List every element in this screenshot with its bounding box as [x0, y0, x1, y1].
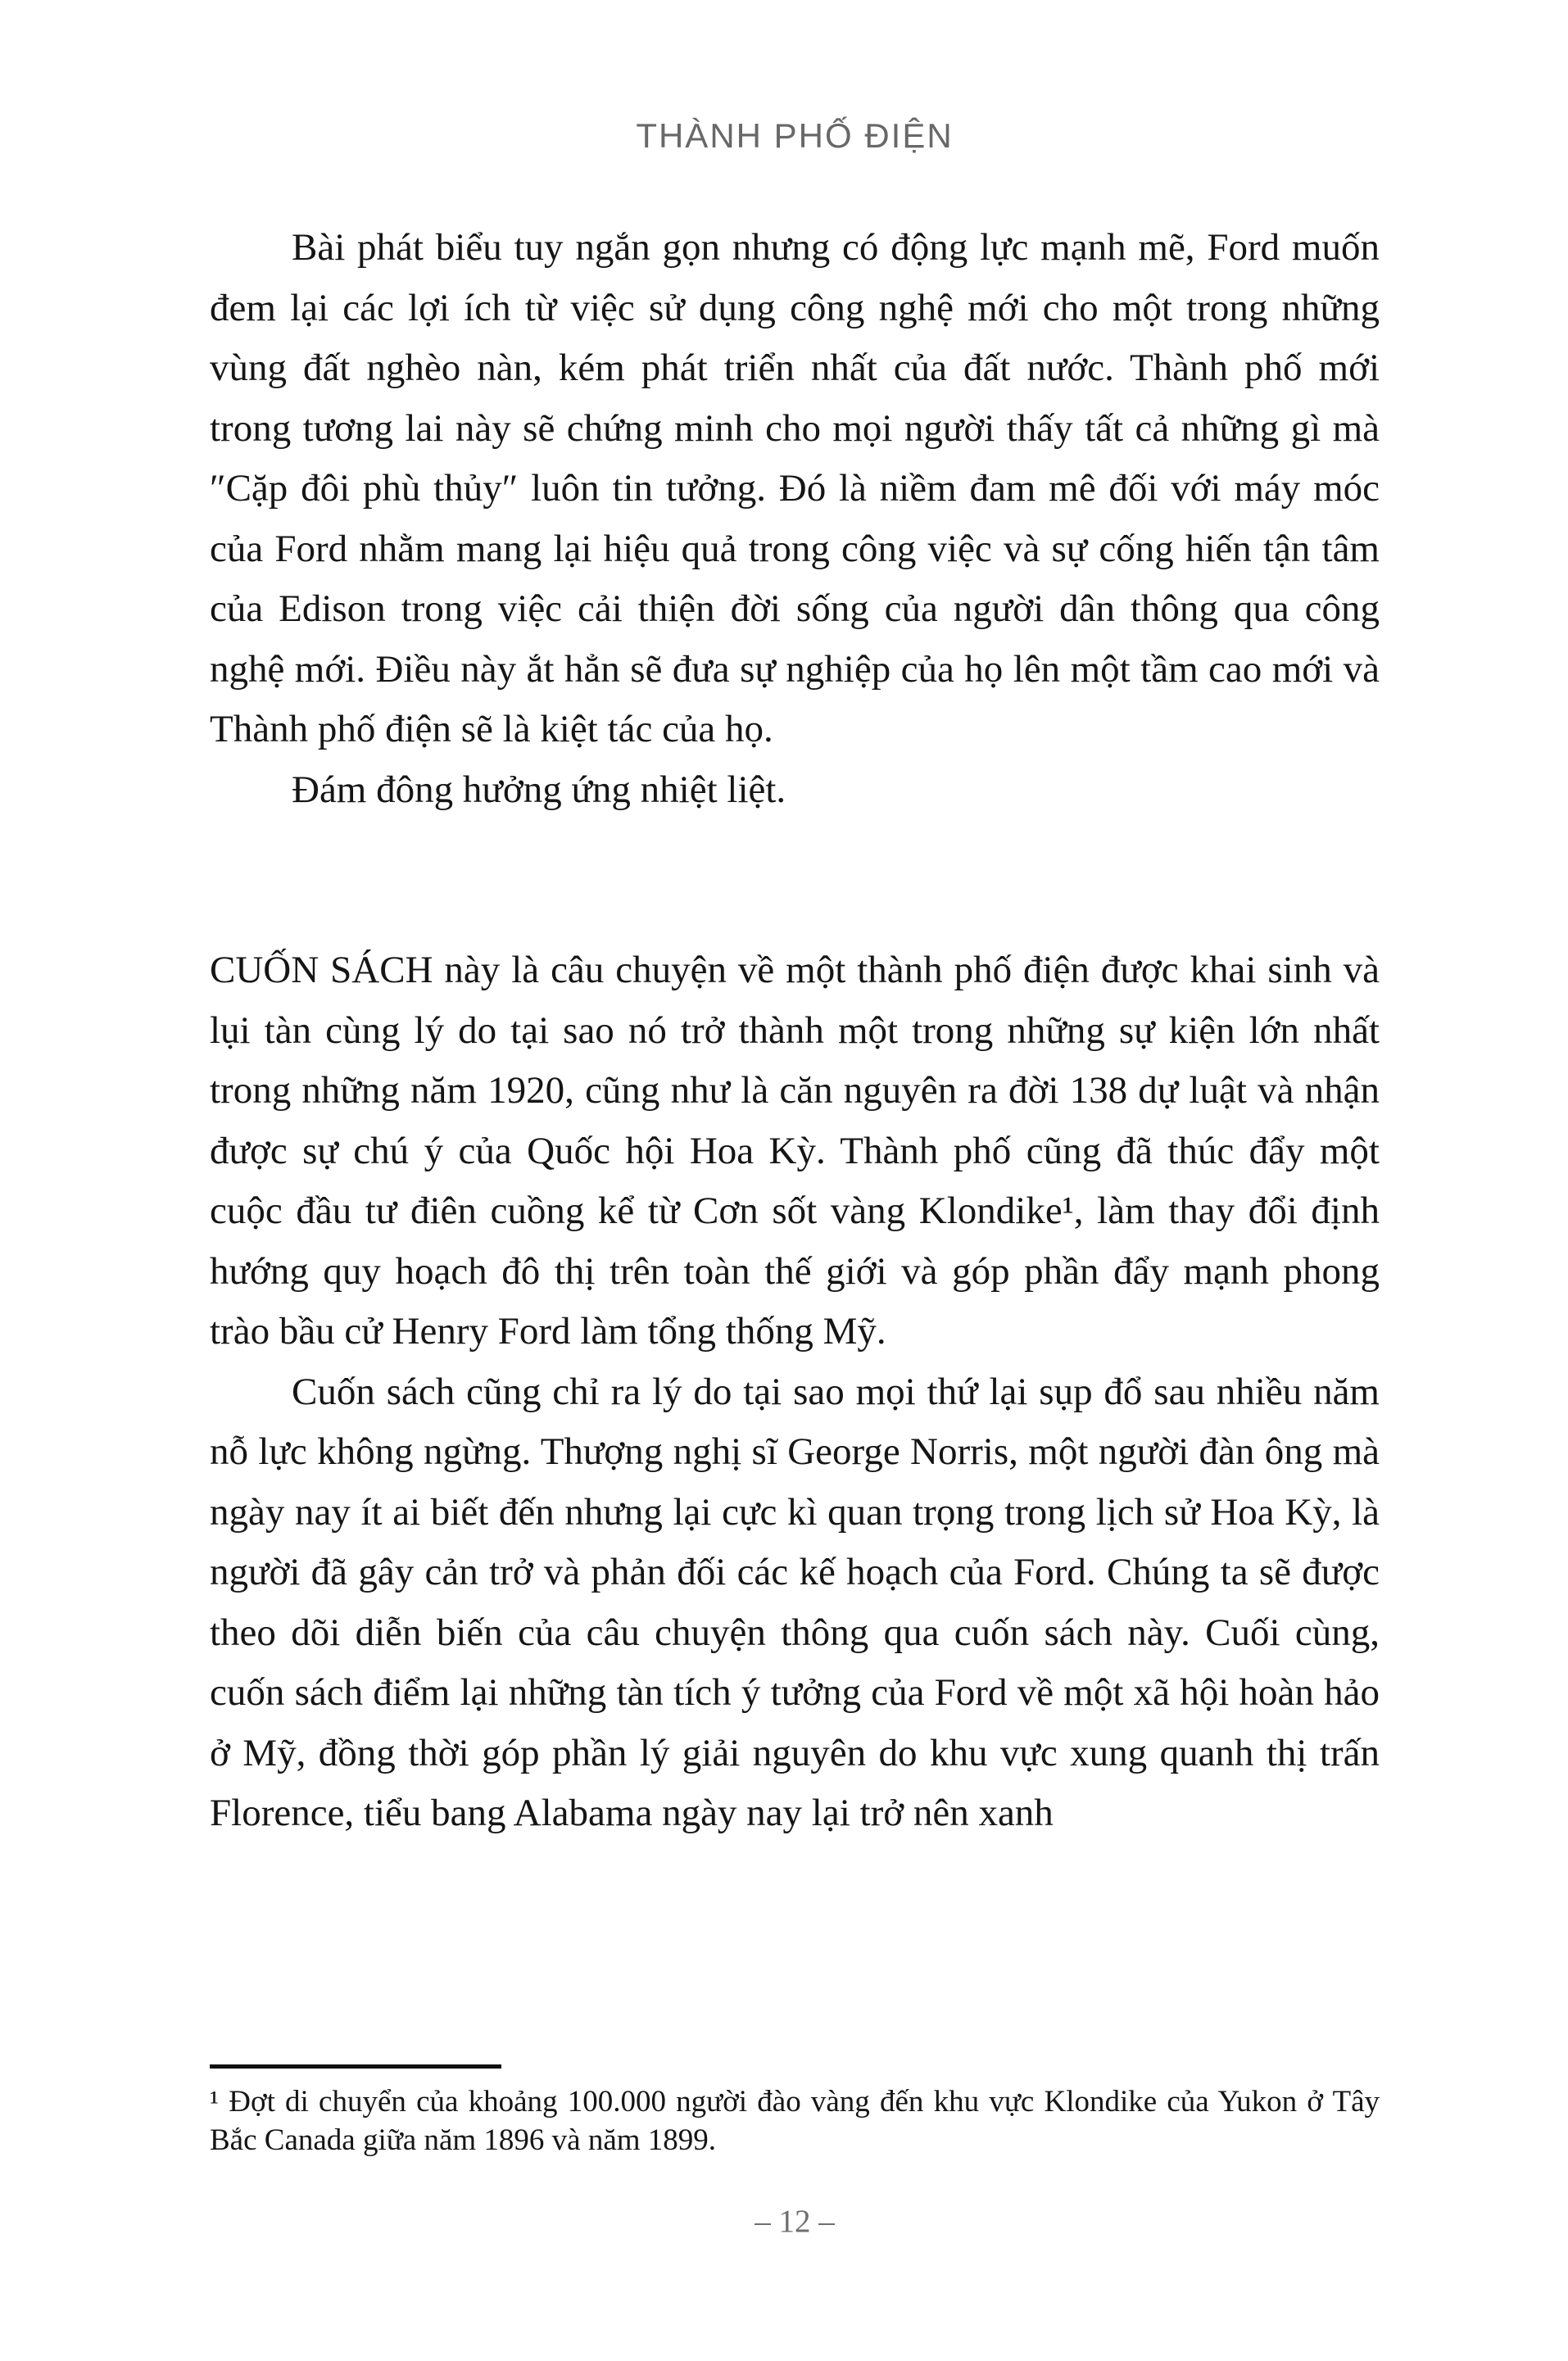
body-text-block [210, 218, 1380, 1844]
page-number: – 12 – [755, 2204, 835, 2239]
running-header-title: THÀNH PHỐ ĐIỆN [636, 116, 954, 155]
paragraph-speech-intro: Bài phát biểu tuy ngắn gọn nhưng có động lực mạnh mẽ, Ford muốn đem lại các lợi ích từ việc sử dụng công nghệ mới cho một trong những vùng đất nghèo nàn, kém phát triển nhất của đất nước. Thành phố mới trong tương lai này sẽ chứng minh cho mọi người thấy tất cả những gì mà ″Cặp đôi phù thủy″ luôn tin tưởng. Đó là niềm đam mê đối với máy móc của Ford nhằm mang lại hiệu quả trong công việc và sự cống hiến tận tâm của Edison trong việc cải thiện đời sống của người dân thông qua công nghệ mới. Điều này ắt hẳn sẽ đưa sự nghiệp của họ lên một tầm cao mới và Thành phố điện sẽ là kiệt tác của họ. [210, 226, 1380, 750]
footnote-divider [210, 2064, 501, 2069]
paragraph-crowd-reaction: Đám đông hưởng ứng nhiệt liệt. [292, 768, 786, 811]
paragraph-book-overview: CUỐN SÁCH này là câu chuyện về một thành phố điện được khai sinh và lụi tàn cùng lý do tại sao nó trở thành một trong những sự kiện lớn nhất trong những năm 1920, cũng như là căn nguyên ra đời 138 dự luật và nhận được sự chú ý của Quốc hội Hoa Kỳ. Thành phố cũng đã thúc đẩy một cuộc đầu tư điên cuồng kể từ Cơn sốt vàng Klondike¹, làm thay đổi định hướng quy hoạch đô thị trên toàn thế giới và góp phần đẩy mạnh phong trào bầu cử Henry Ford làm tổng thống Mỹ. [210, 949, 1380, 1353]
paragraph-book-conclusion: Cuốn sách cũng chỉ ra lý do tại sao mọi thứ lại sụp đổ sau nhiều năm nỗ lực không ngừng. Thượng nghị sĩ George Norris, một người đàn ông mà ngày nay ít ai biết đến nhưng lại cực kì quan trọng trong lịch sử Hoa Kỳ, là người đã gây cản trở và phản đối các kế hoạch của Ford. Chúng ta sẽ được theo dõi diễn biến của câu chuyện thông qua cuốn sách này. Cuối cùng, cuốn sách điểm lại những tàn tích ý tưởng của Ford về một xã hội hoàn hảo ở Mỹ, đồng thời góp phần lý giải nguyên do khu vực xung quanh thị trấn Florence, tiểu bang Alabama ngày nay lại trở nên xanh [210, 1370, 1380, 1834]
footnote-text: ¹ Đợt di chuyển của khoảng 100.000 người đào vàng đến khu vực Klondike của Yukon ở Tây Bắc Canada giữa năm 1896 và năm 1899. [210, 2085, 1380, 2157]
